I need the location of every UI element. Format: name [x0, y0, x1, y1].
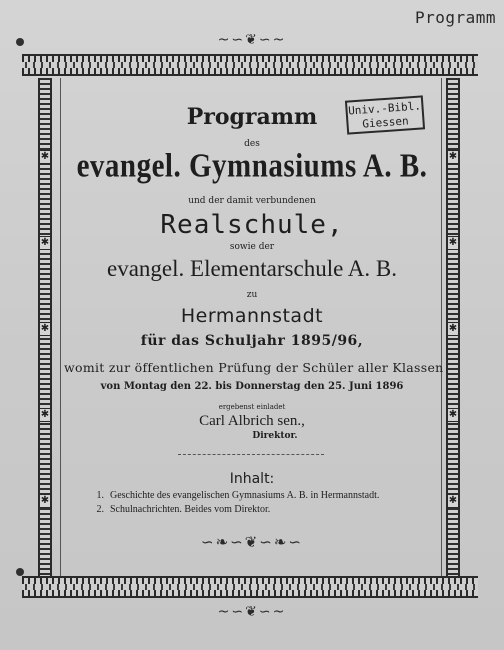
list-item-text: Schulnachrichten. Beides vom Direktor.	[110, 504, 271, 515]
list-item	[92, 503, 432, 517]
column-mark-icon: ✱	[448, 323, 458, 334]
column-mark-icon: ✱	[40, 409, 50, 420]
column-mark-icon: ✱	[40, 495, 50, 506]
bottom-flourish: ~∽❦∽~	[217, 604, 287, 620]
connected-text: und der damit verbundenen	[188, 196, 316, 206]
exam-dates: von Montag den 22. bis Donnerstag den 25. Juni 1896	[100, 381, 404, 392]
bottom-ornament-band	[22, 576, 478, 598]
author-name: Carl Albrich sen.,	[199, 413, 305, 429]
list-item-text: Geschichte des evangelischen Gymnasiums A. B. in Hermannstadt.	[110, 490, 380, 501]
column-mark-icon: ✱	[448, 495, 458, 506]
invite-text: ergebenst einladet	[218, 403, 286, 411]
exam-text: womit zur öffentlichen Prüfung der Schüler aller Klassen	[64, 360, 444, 375]
stamp-line-2: Giessen	[361, 114, 410, 131]
top-flourish: ~∽❦∽~	[217, 32, 287, 48]
column-mark-icon: ✱	[448, 151, 458, 162]
column-mark-icon: ✱	[448, 237, 458, 248]
stamp-line-1: Univ.-Bibl.	[347, 99, 422, 118]
list-item-number: 1.	[96, 490, 104, 501]
city-name: Hermannstadt	[180, 305, 324, 327]
binding-hole-top	[16, 38, 24, 46]
sowie-text: sowie der	[229, 242, 275, 252]
school-name: evangel. Gymnasiums A. B.	[76, 147, 428, 185]
binding-hole-bottom	[16, 568, 24, 576]
contents-list	[92, 489, 432, 517]
elementary-school-name: evangel. Elementarschule A. B.	[107, 256, 397, 281]
list-item	[92, 489, 432, 503]
zu-text: zu	[246, 290, 258, 300]
column-mark-icon: ✱	[448, 409, 458, 420]
left-ornament-column	[38, 78, 52, 576]
top-ornament-band	[22, 54, 478, 76]
corner-label: Programm	[414, 8, 496, 27]
title-programm: Programm	[186, 104, 318, 130]
column-mark-icon: ✱	[40, 323, 50, 334]
school-year: für das Schuljahr 1895/96,	[140, 333, 364, 349]
contents-heading: Inhalt:	[229, 471, 275, 487]
column-mark-icon: ✱	[40, 237, 50, 248]
author-role: Direktor.	[252, 431, 298, 441]
list-item-number: 2.	[96, 504, 104, 515]
realschule-title: Realschule,	[160, 210, 344, 240]
column-mark-icon: ✱	[40, 151, 50, 162]
middle-flourish: ∽❧∽❦∽❧∽	[201, 533, 303, 551]
title-des: des	[244, 139, 260, 149]
divider-rule	[178, 454, 324, 455]
right-ornament-column	[446, 78, 460, 576]
